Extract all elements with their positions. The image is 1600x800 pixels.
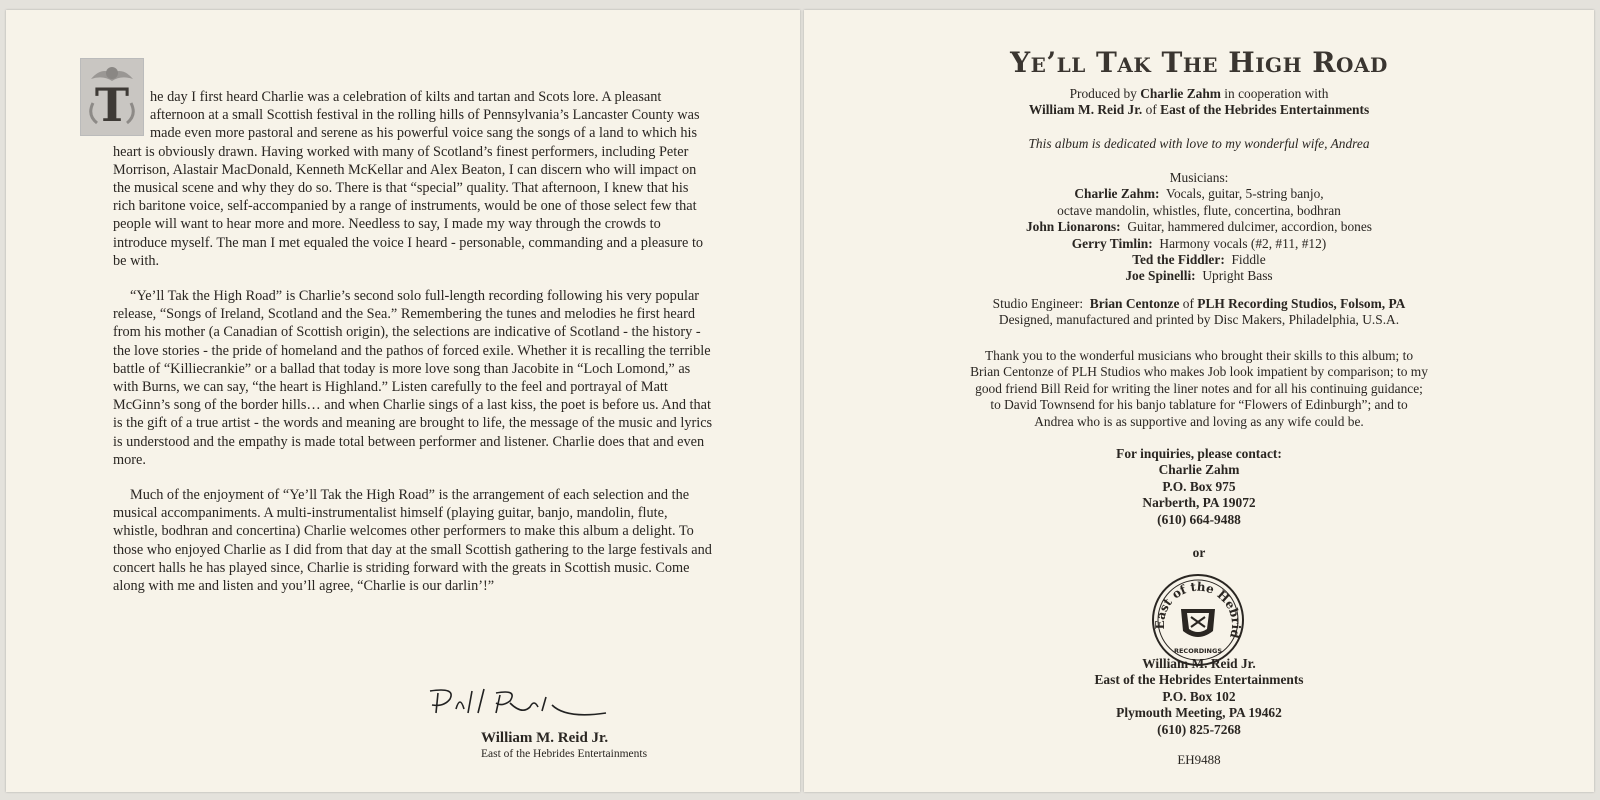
- contact-heading: For inquiries, please contact:: [1116, 446, 1282, 461]
- liner-paragraph-3: Much of the enjoyment of “Ye’ll Tak the High Road” is the arrangement of each selection and the musical accompaniments. A multi-instrumentalist himself (playing guitar, banjo, mandolin, flute, whistle, bodhran and concertina) Charlie welcomes other performers to make this album a delight. To those who enjoyed Charlie as I did from that day at the small Scottish gathering to the large festivals and concert halls he has played since, Charlie is striding forward with the greats in Scottish music. Come along with me and listen and you’ll agree, “Charlie is our darlin’!”: [113, 487, 712, 595]
- thanks-line: Brian Centonze of PLH Studios who makes Job look impatient by comparison; to my: [970, 364, 1428, 380]
- album-title: Ye’ll Tak The High Road: [1010, 46, 1388, 79]
- contact-phone: (610) 825-7268: [1157, 721, 1241, 737]
- dropcap-letter: T: [94, 78, 130, 132]
- coproducer-name: William M. Reid Jr.: [1028, 102, 1143, 118]
- contact-po-box: P.O. Box 975: [1162, 478, 1236, 494]
- musician-row: [804, 219, 1594, 235]
- musician-row: [804, 252, 1594, 268]
- or-label: or: [1192, 545, 1206, 560]
- musician-row: [804, 203, 1594, 219]
- musician-role: Upright Bass: [1202, 268, 1273, 284]
- musician-row: [804, 186, 1594, 202]
- musician-row: [804, 268, 1594, 284]
- musicians-heading: Musicians:: [1169, 170, 1229, 185]
- liner-paragraph-2: “Ye’ll Tak the High Road” is Charlie’s second solo full-length recording following his very popular release, “Songs of Ireland, Scotland and the Sea.” Remembering the tunes and melodies he first heard from his mother (a Canadian of Scottish origin), the selections are indicative of Scotland - the history - the love stories - the pride of homeland and the pathos of forced exile. Whether it is recalling the terrible battle of “Killiecrankie” or a ballad that today is more love song than Jacobite in “Loch Lomond,” as with Burns, we can say, “the heart is Highland.” Listen carefully to the feel and portrayal of Matt McGinn’s song of the border hills… and when Charlie sings of a last kiss, the poet is before us. And that is the gift of a true artist - the words and meaning are brought to life, the message of the music and lyrics is understood and the empathy is made total between performer and listener. Charlie does that and even more.: [113, 288, 713, 468]
- signature-image: [426, 685, 726, 725]
- left-page: [6, 10, 800, 792]
- musician-name: Joe Spinelli:: [1125, 268, 1196, 284]
- contact-name: Charlie Zahm: [1158, 462, 1240, 478]
- musician-name: Ted the Fiddler:: [1132, 252, 1225, 268]
- contact-organization: East of the Hebrides Entertainments: [1094, 672, 1304, 688]
- thistle-dropcap: [80, 58, 144, 136]
- engineering-credits: [804, 296, 1594, 329]
- engineer-name: Brian Centonze: [1089, 296, 1180, 311]
- musicians-list: [804, 170, 1594, 285]
- signer-name: William M. Reid Jr.: [481, 730, 609, 746]
- thanks-line: Andrea who is as supportive and loving as any wife could be.: [1034, 413, 1364, 429]
- musician-role: octave mandolin, whistles, flute, concertina, bodhran: [1057, 202, 1341, 218]
- engineer-line: [804, 296, 1594, 312]
- contact-bill: [804, 656, 1594, 738]
- contact-city: Narberth, PA 19072: [1142, 495, 1256, 511]
- contact-city: Plymouth Meeting, PA 19462: [1116, 705, 1282, 721]
- contact-charlie: [804, 446, 1594, 528]
- engineer-of: of: [1179, 296, 1198, 311]
- musician-name: Charlie Zahm:: [1074, 186, 1160, 202]
- thank-you-note: [804, 348, 1594, 430]
- musician-role: Guitar, hammered dulcimer, accordion, bones: [1127, 219, 1373, 235]
- coproducer-org: East of the Hebrides Entertainments: [1160, 102, 1370, 118]
- thanks-line: to David Townsend for his banjo tablature for “Flowers of Edinburgh”; and to: [990, 397, 1408, 413]
- thanks-line: Thank you to the wonderful musicians who brought their skills to this album; to: [984, 348, 1414, 363]
- catalog-number: EH9488: [1177, 752, 1221, 767]
- right-page: [804, 10, 1594, 792]
- contact-name: William M. Reid Jr.: [1142, 656, 1256, 671]
- musician-name: John Lionarons:: [1025, 219, 1121, 235]
- produced-prefix: Produced by: [1069, 86, 1141, 101]
- liner-notes: [94, 78, 713, 612]
- coproducer-of: of: [1142, 102, 1161, 118]
- contact-phone: (610) 664-9488: [1157, 511, 1241, 527]
- logo-bottom-text: RECORDINGS: [1173, 647, 1223, 655]
- logo-ring-text: East of the Hebrid: [1152, 579, 1244, 640]
- produced-suffix: in cooperation with: [1220, 86, 1329, 101]
- engineer-studio: PLH Recording Studios, Folsom, PA: [1197, 296, 1406, 311]
- musician-role: Harmony vocals (#2, #11, #12): [1159, 235, 1327, 251]
- contact-po-box: P.O. Box 102: [1162, 688, 1236, 704]
- engineer-label: Studio Engineer:: [992, 296, 1087, 311]
- musician-name: Gerry Timlin:: [1071, 235, 1153, 251]
- signer-organization: East of the Hebrides Entertainments: [481, 748, 648, 760]
- musician-row: [804, 236, 1594, 252]
- liner-paragraph-1-text: he day I first heard Charlie was a celebration of kilts and tartan and Scots lore. A pleasant afternoon at a small Scottish festival in the rolling hills of Pennsylvania’s Lancaster County was made even more pastoral and serene as his powerful voice sang the songs of a land to which his heart is obviously drawn. Having worked with many of Scotland’s finest performers, including Peter Morrison, Alastair MacDonald, Kenneth McKellar and Alex Beaton, I can discern who will impact on the musical scene and why they do so. There is that “special” quality. That afternoon, I knew that his rich baritone voice, self-accompanied by a range of instruments, would be one of those select few that people will want to hear more and more. Needless to say, I made my way through the crowds to introduce myself. The man I met equaled the voice I heard - personable, commanding and a pleasure to be with.: [113, 89, 704, 269]
- production-credits: [804, 86, 1594, 119]
- manufacturing-line: Designed, manufactured and printed by Disc Makers, Philadelphia, U.S.A.: [998, 312, 1400, 328]
- coproducer-line: [804, 102, 1594, 118]
- musician-role: Vocals, guitar, 5-string banjo,: [1166, 186, 1324, 202]
- producer-name: Charlie Zahm: [1140, 86, 1221, 101]
- dedication: This album is dedicated with love to my wonderful wife, Andrea: [1028, 136, 1370, 151]
- musician-role: Fiddle: [1231, 252, 1266, 268]
- produced-line: [804, 86, 1594, 102]
- thanks-line: good friend Bill Reid for writing the liner notes and for all his continuing guidance;: [975, 380, 1423, 396]
- liner-paragraph-1: [94, 78, 713, 270]
